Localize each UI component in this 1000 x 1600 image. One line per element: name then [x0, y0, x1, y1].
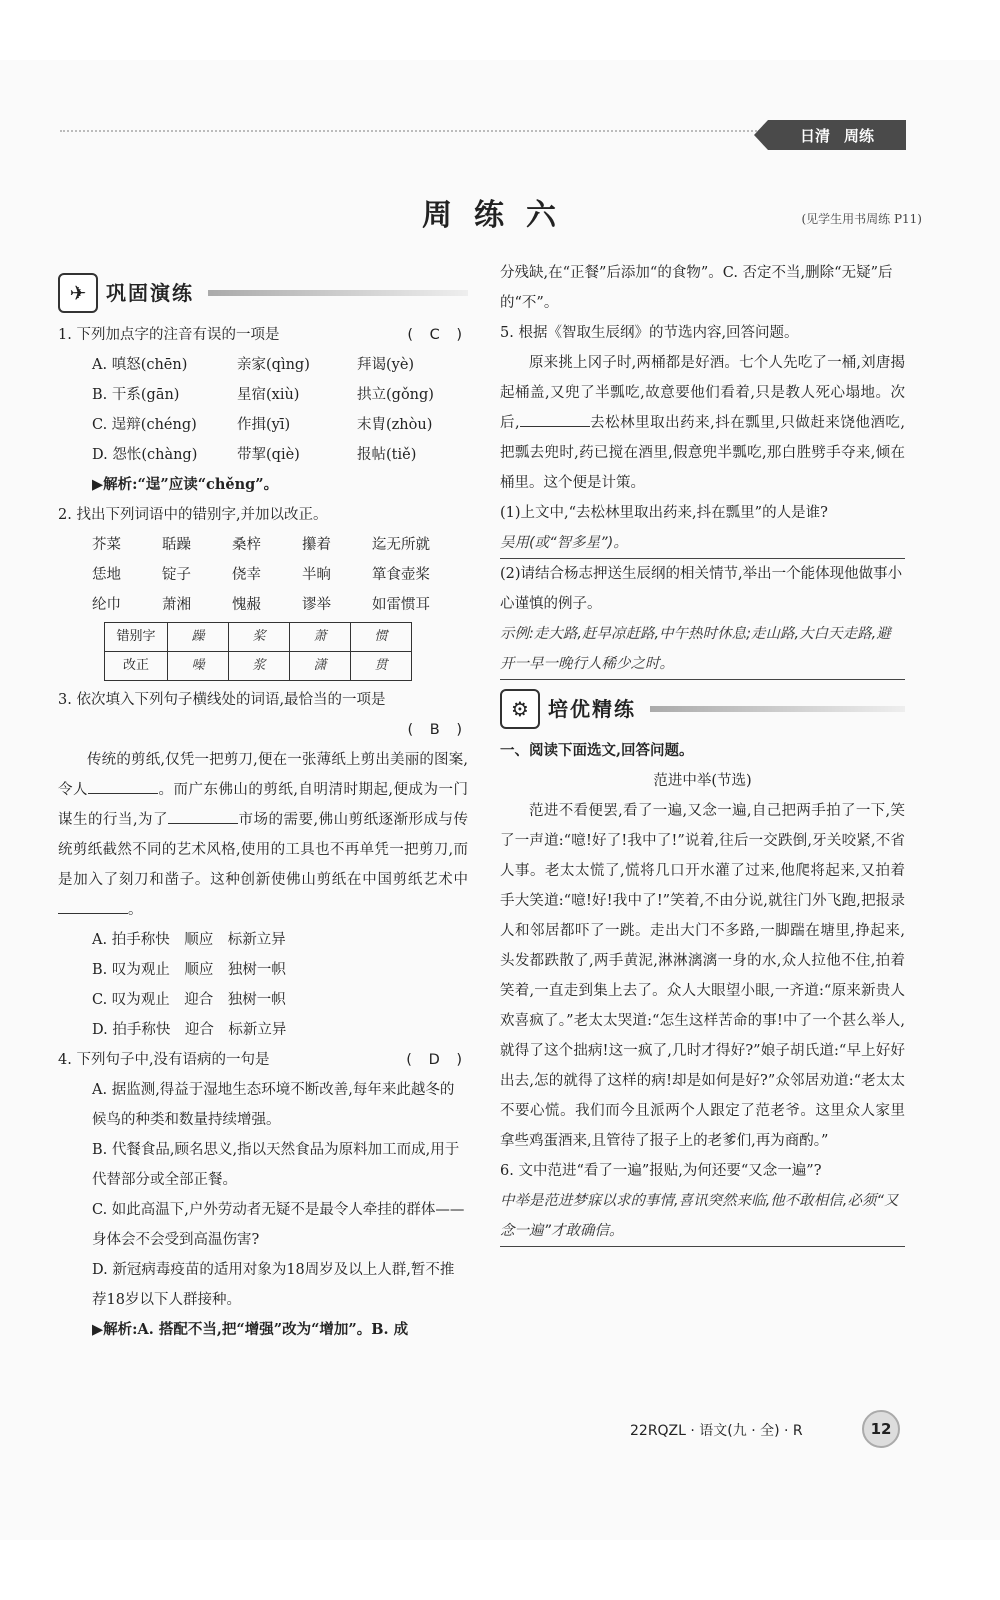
- section-title: 巩固演练: [106, 281, 194, 305]
- q4-option-d: D. 新冠病毒疫苗的适用对象为18周岁及以上人群,暂不推荐18岁以下人群接种。: [92, 1262, 455, 1308]
- header-rule: [60, 130, 760, 132]
- q2-row: 恁地 锭子 侥幸 半晌 箪食壶桨: [92, 567, 430, 583]
- q5-sub2: (2)请结合杨志押送生辰纲的相关情节,举出一个能体现他做事小心谨慎的例子。: [500, 566, 903, 612]
- q5-passage: 原来挑上冈子时,两桶都是好酒。七个人先吃了一桶,刘唐揭起桶盖,又兜了半瓢吃,故意要他们看着,只是教人死心塌地。次后, 去松林里取出药来,抖在瓢里,只做赶来饶他酒吃,把瓢去兜时,药已搅在酒里,假意兜半瓢吃,那白胜劈手夺来,倾在桶里。这个便是计策。: [500, 355, 906, 491]
- q5-answer2: 示例:走大路,赶早凉赶路,中午热时休息;走山路,大白天走路,避开一早一晚行人稀少之时。: [500, 619, 905, 680]
- section-header-advanced: [500, 686, 905, 732]
- q5-sub1: (1)上文中,“去松林里取出药来,抖在瓢里”的人是谁?: [500, 505, 828, 521]
- gear-icon: ⚙: [500, 689, 540, 729]
- q2-row: 芥菜 聒躁 桑梓 攥着 迄无所就: [92, 537, 430, 553]
- section-header-consolidate: [58, 270, 468, 316]
- page-number: 12: [862, 1410, 900, 1448]
- q1-analysis: ▶解析:“逞”应读“chěng”。: [92, 476, 279, 493]
- q1-row: A. 嗔怒(chēn) 亲家(qìng) 拜谒(yè): [92, 357, 415, 373]
- rocket-icon: ✈: [58, 273, 98, 313]
- section-bar: [208, 290, 468, 296]
- footer-code: 22RQZL · 语文(九 · 全) · R: [630, 1423, 803, 1439]
- q5-answer1: 吴用(或“智多星”)。: [500, 528, 905, 559]
- page-title: 周练六: [422, 198, 578, 233]
- reference-note: (见学生用书周练 P11): [801, 212, 922, 226]
- q3-option: D. 拍手称快 迎合 标新立异: [92, 1022, 287, 1038]
- q3-stem: 3. 依次填入下列句子横线处的词语,最恰当的一项是: [58, 692, 386, 708]
- passage-title: 范进中举(节选): [653, 773, 752, 789]
- left-column: [58, 270, 468, 1345]
- q6-answer: 中举是范进梦寐以求的事情,喜讯突然来临,他不敢相信,必须“又念一遍”才敢确信。: [500, 1186, 905, 1247]
- q3-option: A. 拍手称快 顺应 标新立异: [92, 932, 286, 948]
- q1-row: B. 干系(gān) 星宿(xiù) 拱立(gǒng): [92, 387, 434, 403]
- q1-row: C. 逞辩(chéng) 作揖(yī) 末胄(zhòu): [92, 417, 433, 433]
- tab-daily: 日清: [799, 126, 830, 145]
- q4-option-a: A. 据监测,得益于湿地生态环境不断改善,每年来此越冬的候鸟的种类和数量持续增强。: [92, 1082, 455, 1128]
- q4-option-c: C. 如此高温下,户外劳动者无疑不是最令人牵挂的群体——身体会不会受到高温伤害?: [92, 1202, 465, 1248]
- right-column: [500, 258, 905, 1247]
- q4-analysis-cont: 分残缺,在“正餐”后添加“的食物”。C. 否定不当,删除“无疑”后的“不”。: [500, 265, 893, 311]
- q1-row: D. 怨怅(chàng) 带挈(qiè) 报帖(tiě): [92, 447, 417, 463]
- q4-stem: 4. 下列句子中,没有语病的一句是 ( D ): [58, 1052, 468, 1068]
- q2-answer-table: 错别字 躁 桨 萧 惯 改正 噪 浆 潇 贯: [104, 622, 412, 681]
- q3-answer: ( B ): [407, 722, 468, 738]
- header-tab: [768, 120, 906, 150]
- q3-option: B. 叹为观止 顺应 独树一帜: [92, 962, 286, 978]
- q2-row: 纶巾 萧湘 愧赧 谬举 如雷惯耳: [92, 597, 430, 613]
- q4-analysis: ▶解析:A. 搭配不当,把“增强”改为“增加”。B. 成: [92, 1321, 409, 1338]
- tab-weekly: 周练: [844, 126, 875, 145]
- q1-stem: 1. 下列加点字的注音有误的一项是 ( C ): [58, 327, 468, 343]
- q5-stem: 5. 根据《智取生辰纲》的节选内容,回答问题。: [500, 325, 799, 341]
- q3-option: C. 叹为观止 迎合 独树一帜: [92, 992, 286, 1008]
- q3-passage: 传统的剪纸,仅凭一把剪刀,便在一张薄纸上剪出美丽的图案,令人 。而广东佛山的剪纸,自明清时期起,便成为一门谋生的行当,为了 市场的需要,佛山剪纸逐渐形成与传统剪纸截然不同的艺术风格,使用的工具也不再单凭一把剪刀,而是加入了刻刀和凿子。这种创新使佛山剪纸在中国剪纸艺术中。: [58, 752, 469, 918]
- section-bar: [650, 706, 905, 712]
- part-heading: 一、阅读下面选文,回答问题。: [500, 742, 694, 759]
- q2-stem: 2. 找出下列词语中的错别字,并加以改正。: [58, 507, 328, 523]
- q4-option-b: B. 代餐食品,顾名思义,指以天然食品为原料加工而成,用于代替部分或全部正餐。: [92, 1142, 460, 1188]
- section-title: 培优精练: [548, 697, 636, 721]
- q6-stem: 6. 文中范进“看了一遍”报贴,为何还要“又念一遍”?: [500, 1163, 822, 1179]
- passage-text: 范进不看便罢,看了一遍,又念一遍,自己把两手拍了一下,笑了一声道:“噫!好了!我中了!”说着,往后一交跌倒,牙关咬紧,不省人事。老太太慌了,慌将几口开水灌了过来,他爬将起来,又拍着手大笑道:“噫!好!我中了!”笑着,不由分说,就往门外飞跑,把报录人和邻居都吓了一跳。走出大门不多路,一脚踹在塘里,挣起来,头发都跌散了,两手黄泥,淋淋漓漓一身的水,众人拉他不住,拍着笑着,一直走到集上去了。众人大眼望小眼,一齐道:“原来新贵人欢喜疯了。”老太太哭道:“怎生这样苦命的事!中了一个甚么举人,就得了这个拙病!这一疯了,几时才得好?”娘子胡氏道:“早上好好出去,怎的就得了这样的病!却是如何是好?”众邻居劝道:“老太太不要心慌。我们而今且派两个人跟定了范老爷。这里众人家里拿些鸡蛋酒来,且管待了报子上的老爹们,再为商酌。”: [500, 803, 905, 1149]
